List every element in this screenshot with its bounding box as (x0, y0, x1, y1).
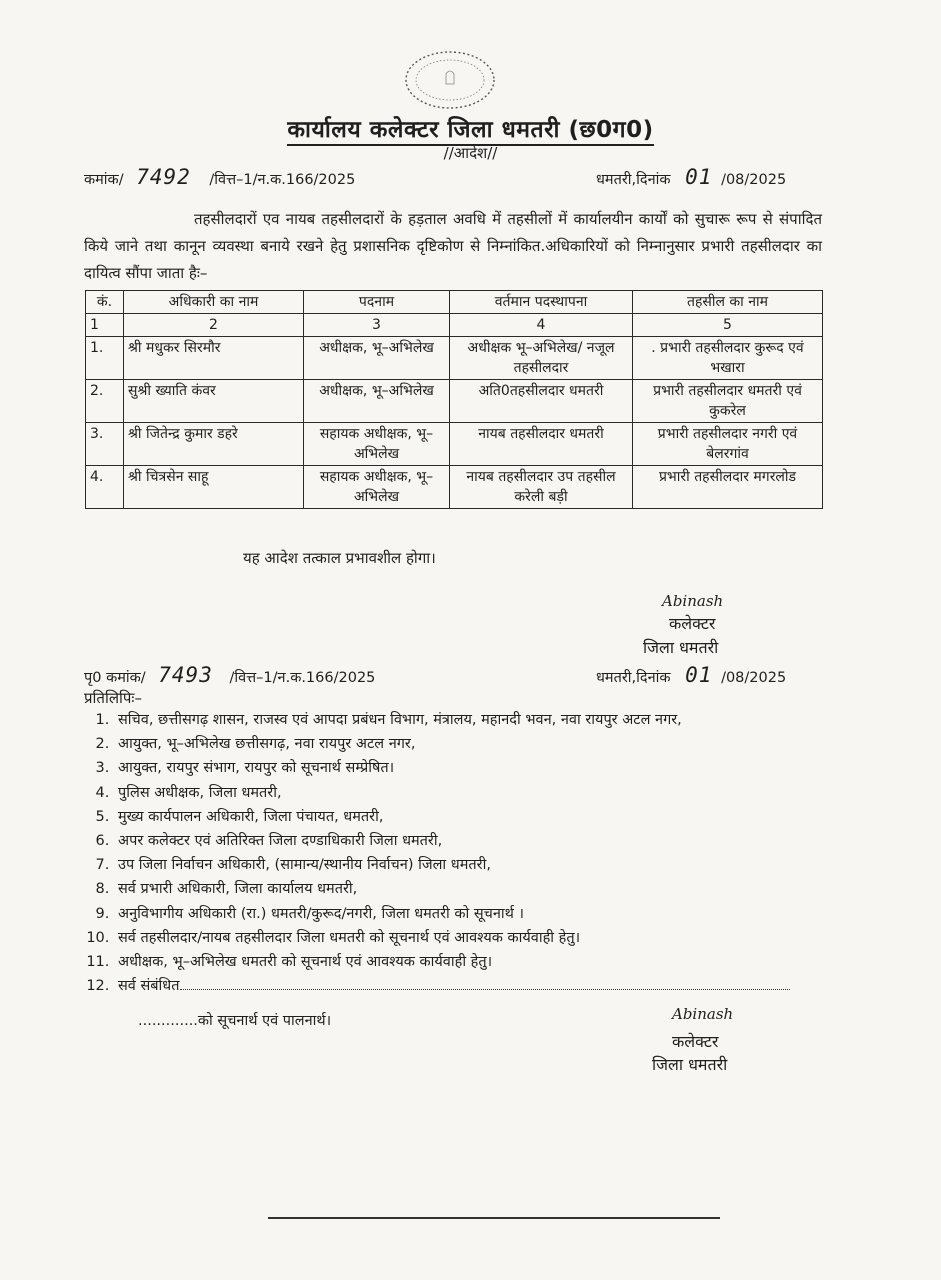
list-item: 6. अपर कलेक्टर एवं अतिरिक्त जिला दण्डाधिकारी जिला धमतरी, (114, 829, 874, 853)
list-item: 4. पुलिस अधीक्षक, जिला धमतरी, (114, 781, 874, 805)
table-cell: 1. (86, 337, 124, 380)
table-cell: प्रभारी तहसीलदार मगरलोड (633, 466, 823, 509)
signatory-designation-1: कलेक्टर (669, 614, 716, 633)
table-cell: 3. (86, 423, 124, 466)
table-cell: सहायक अधीक्षक, भू–अभिलेख (304, 466, 450, 509)
copy-to-list (84, 708, 874, 998)
table-cell: अधीक्षक, भू–अभिलेख (304, 337, 450, 380)
table-row (86, 466, 823, 509)
table-cell: 3 (304, 314, 450, 337)
list-item: 10. सर्व तहसीलदार/नायब तहसीलदार जिला धमतरी को सूचनार्थ एवं आवश्यक कार्यवाही हेतु। (114, 926, 874, 950)
order-label: //आदेश// (443, 144, 498, 162)
endorsement-date-suffix: /08/2025 (721, 670, 787, 686)
list-item: 5. मुख्य कार्यपालन अधिकारी, जिला पंचायत, धमतरी, (114, 805, 874, 829)
endorsement-date (596, 663, 786, 687)
signatory-district-2: जिला धमतरी (652, 1055, 728, 1074)
list-item: 1. सचिव, छत्तीसगढ़ शासन, राजस्व एवं आपदा प्रबंधन विभाग, मंत्रालय, महानदी भवन, नवा रायपुर अटल नगर, (114, 708, 874, 732)
copy-to-label: प्रतिलिपिः– (84, 689, 142, 707)
signatory-district-1: जिला धमतरी (643, 638, 719, 657)
table-cell: नायब तहसीलदार उप तहसील करेली बड़ी (450, 466, 633, 509)
order-body-paragraph: तहसीलदारों एव नायब तहसीलदारों के हड़ताल अवधि में तहसीलों में कार्यालयीन कार्यों को सुचारू रूप से संपादित किये जाने तथा कानून व्यवस्था बनाये रखने हेतु प्रशासनिक दृष्टिकोण से निम्नांकित.अधिकारियों को निम्नानुसार प्रभारी तहसीलदार का दायित्व सौंपा जाता हैः– (84, 210, 822, 282)
order-date-day: 01 (685, 165, 713, 189)
closing-line: .............को सूचनार्थ एवं पालनार्थ। (138, 1013, 332, 1029)
table-header: अधिकारी का नाम (124, 291, 304, 314)
table-header: वर्तमान पदस्थापना (450, 291, 633, 314)
table-cell: 1 (86, 314, 124, 337)
table-column-number-row (86, 314, 823, 337)
signature-2: Abinash (672, 1005, 734, 1023)
signature-1: Abinash (662, 592, 724, 610)
order-date (596, 165, 786, 189)
order-reference (84, 165, 355, 189)
table-cell: श्री मधुकर सिरमौर (124, 337, 304, 380)
table-cell: प्रभारी तहसीलदार धमतरी एवं कुकरेल (633, 380, 823, 423)
table-cell: 4. (86, 466, 124, 509)
effect-statement: यह आदेश तत्काल प्रभावशील होगा। (243, 549, 436, 567)
endorsement-reference (84, 663, 375, 687)
officer-allocation-table (85, 290, 823, 509)
list-item: 9. अनुविभागीय अधिकारी (रा.) धमतरी/कुरूद/नगरी, जिला धमतरी को सूचनार्थ । (114, 902, 874, 926)
table-cell: सुश्री ख्याति कंवर (124, 380, 304, 423)
table-row (86, 423, 823, 466)
table-cell: . प्रभारी तहसीलदार कुरूद एवं भखारा (633, 337, 823, 380)
endorsement-ref-number: 7493 (158, 663, 213, 687)
endorsement-ref-suffix: /वित्त–1/न.क.166/2025 (229, 670, 376, 686)
government-seal-icon (402, 48, 498, 112)
bottom-divider (268, 1217, 720, 1219)
dotted-fill-line (180, 985, 790, 990)
table-cell: 2 (124, 314, 304, 337)
order-ref-suffix: /वित्त–1/न.क.166/2025 (209, 172, 356, 188)
order-ref-prefix: कमांक/ (84, 172, 124, 188)
order-date-suffix: /08/2025 (721, 172, 787, 188)
list-item: 8. सर्व प्रभारी अधिकारी, जिला कार्यालय धमतरी, (114, 877, 874, 901)
table-cell: अति0तहसीलदार धमतरी (450, 380, 633, 423)
table-row (86, 380, 823, 423)
table-cell: प्रभारी तहसीलदार नगरी एवं बेलरगांव (633, 423, 823, 466)
list-item (114, 974, 874, 998)
list-item: 2. आयुक्त, भू–अभिलेख छत्तीसगढ़, नवा रायपुर अटल नगर, (114, 732, 874, 756)
list-item: 7. उप जिला निर्वाचन अधिकारी, (सामान्य/स्थानीय निर्वाचन) जिला धमतरी, (114, 853, 874, 877)
table-cell: 4 (450, 314, 633, 337)
endorsement-date-day: 01 (685, 663, 713, 687)
list-item-text: सर्व संबंधित (118, 978, 180, 995)
office-title: कार्यालय कलेक्टर जिला धमतरी (छ0ग0) (0, 112, 941, 144)
table-cell: श्री जितेन्द्र कुमार डहरे (124, 423, 304, 466)
table-cell: 5 (633, 314, 823, 337)
table-header: कं. (86, 291, 124, 314)
order-ref-number: 7492 (136, 165, 191, 189)
table-cell: अधीक्षक भू–अभिलेख/ नजूल तहसीलदार (450, 337, 633, 380)
table-cell: अधीक्षक, भू–अभिलेख (304, 380, 450, 423)
table-row (86, 337, 823, 380)
table-cell: नायब तहसीलदार धमतरी (450, 423, 633, 466)
endorsement-date-prefix: धमतरी,दिनांक (596, 670, 671, 686)
table-cell: श्री चित्रसेन साहू (124, 466, 304, 509)
table-header: तहसील का नाम (633, 291, 823, 314)
list-item: 11. अधीक्षक, भू–अभिलेख धमतरी को सूचनार्थ एवं आवश्यक कार्यवाही हेतु। (114, 950, 874, 974)
signatory-designation-2: कलेक्टर (672, 1032, 719, 1051)
table-cell: 2. (86, 380, 124, 423)
list-item: 3. आयुक्त, रायपुर संभाग, रायपुर को सूचनार्थ सम्प्रेषित। (114, 756, 874, 780)
endorsement-ref-prefix: पृ0 कमांक/ (84, 670, 146, 686)
table-header-row (86, 291, 823, 314)
table-cell: सहायक अधीक्षक, भू–अभिलेख (304, 423, 450, 466)
order-date-prefix: धमतरी,दिनांक (596, 172, 671, 188)
table-header: पदनाम (304, 291, 450, 314)
